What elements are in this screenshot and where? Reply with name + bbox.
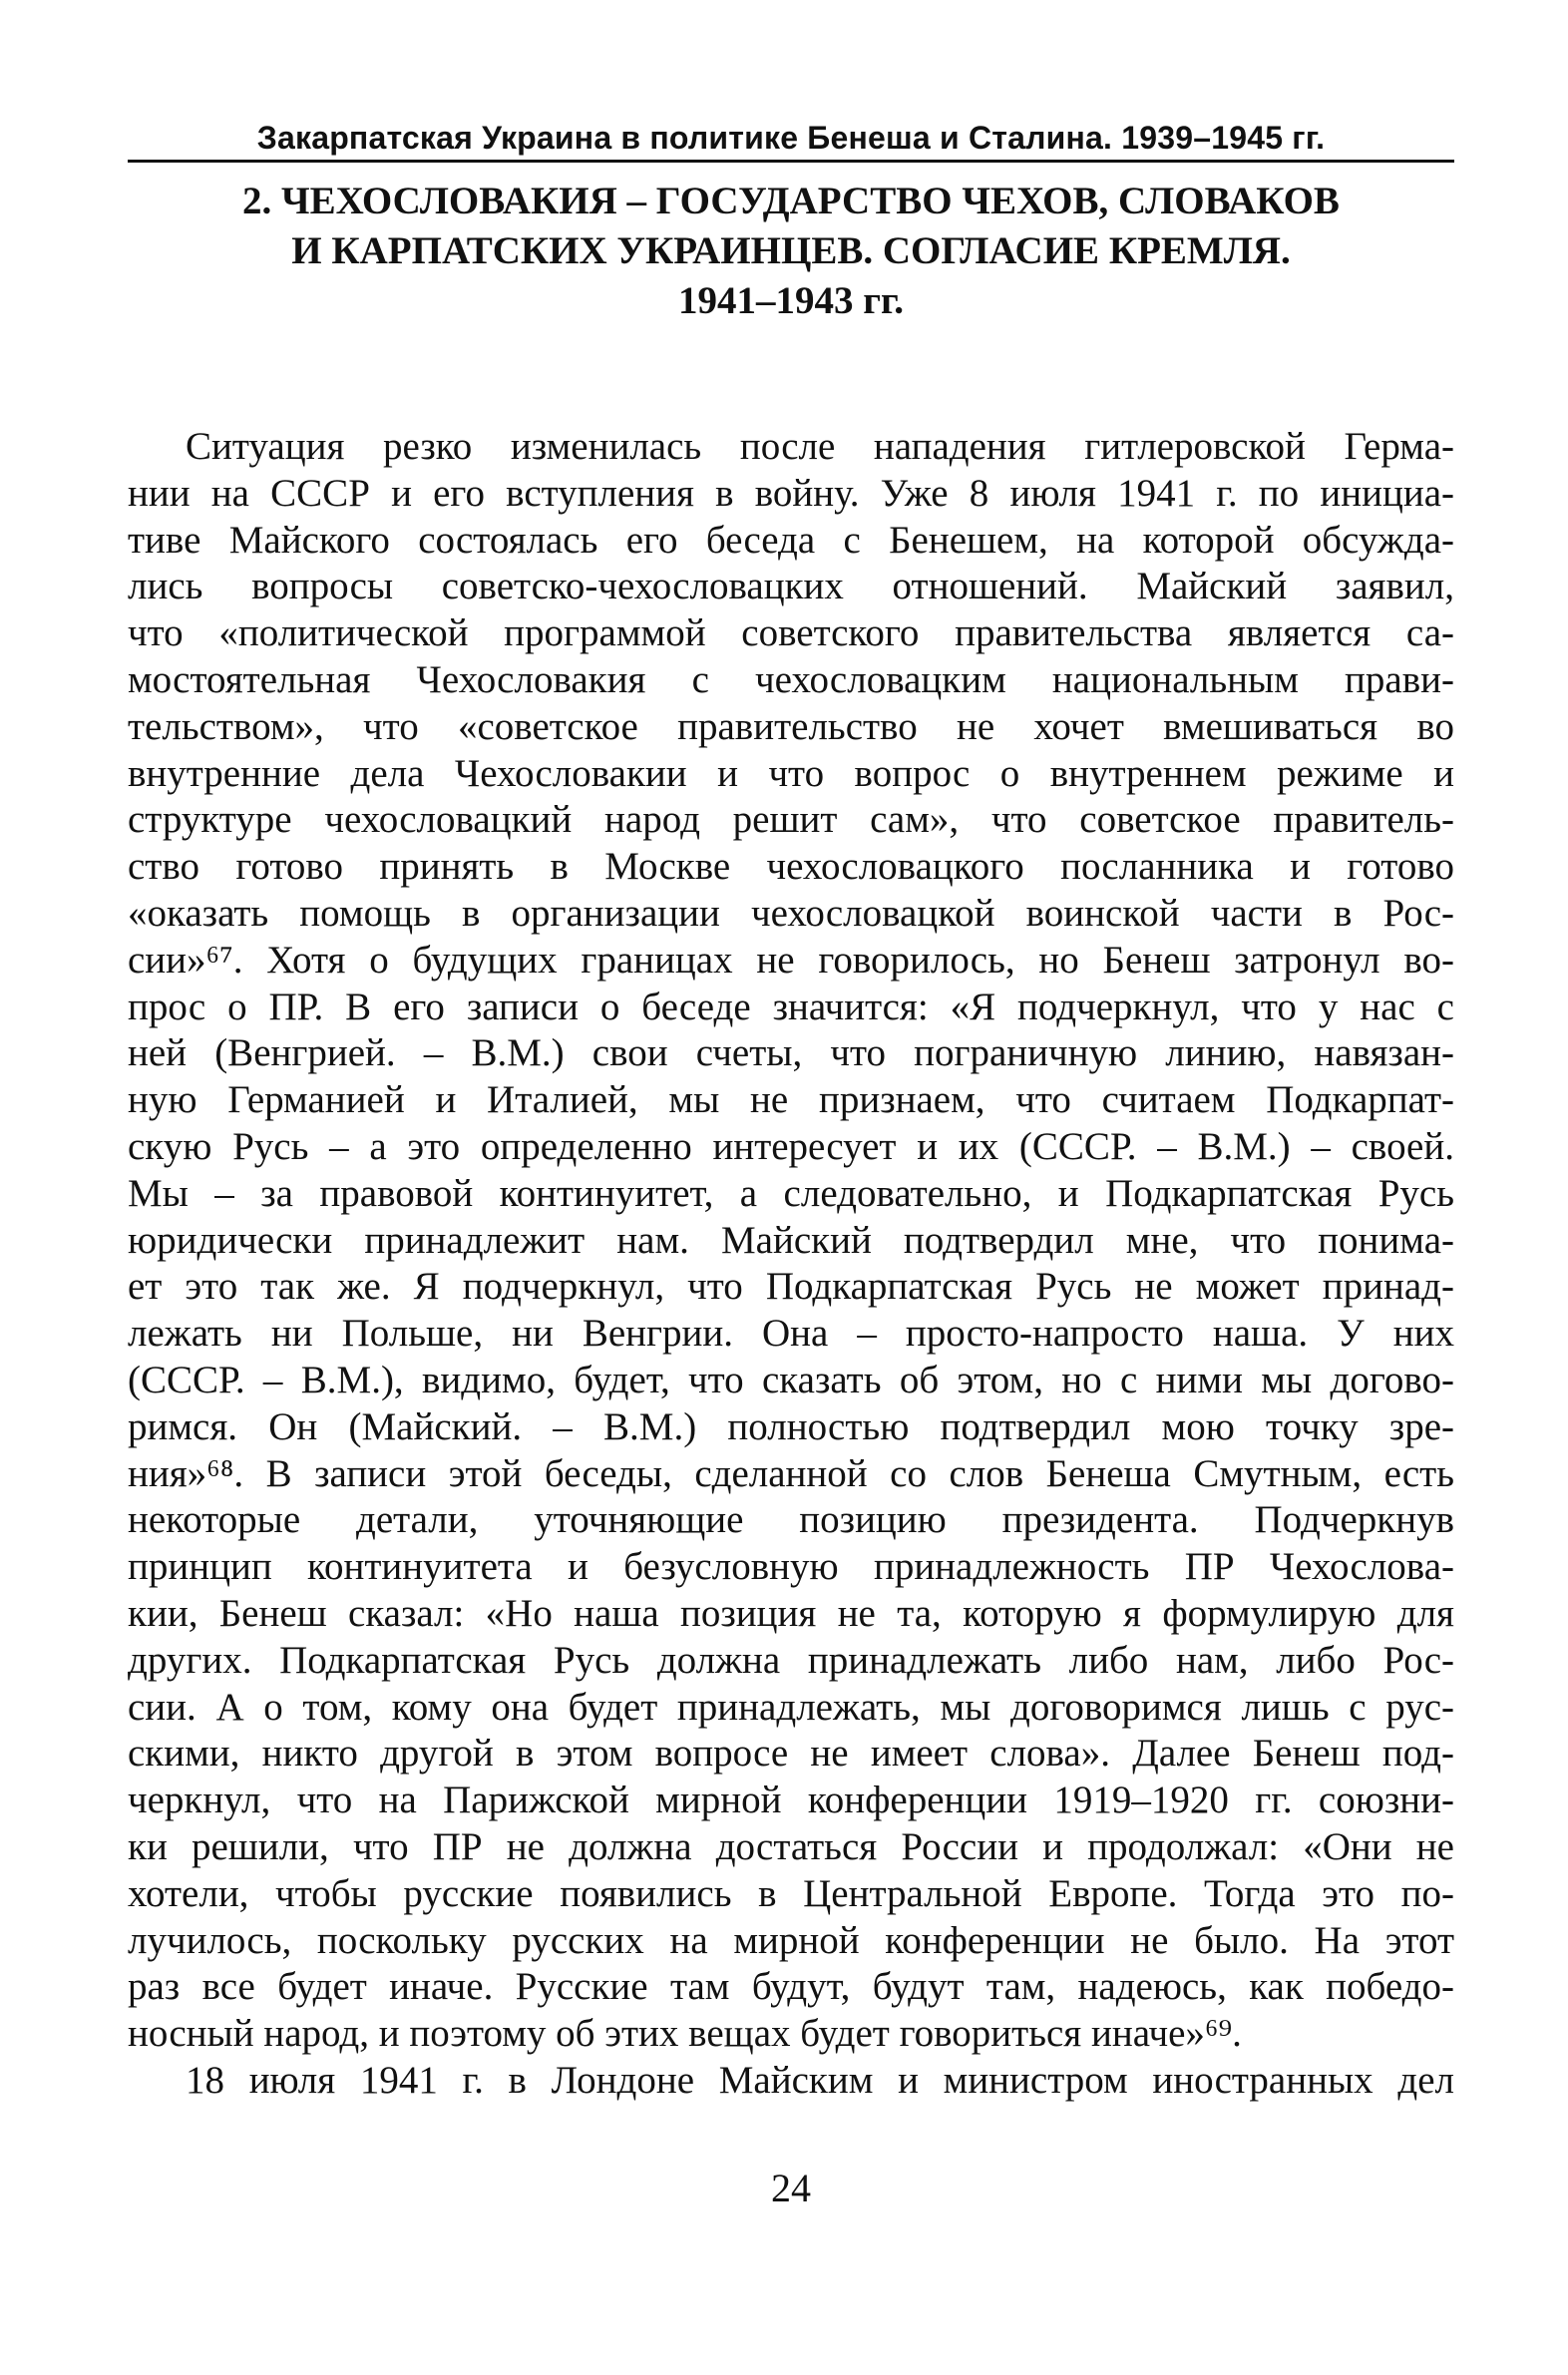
text-line: ней (Венгрией. – В.М.) свои счеты, что пограничную линию, навязан- xyxy=(128,1031,1454,1075)
text-line: раз все будет иначе. Русские там будут, будут там, надеюсь, как победо- xyxy=(128,1965,1454,2009)
text-line: черкнул, что на Парижской мирной конференции 1919–1920 гг. союзни- xyxy=(128,1779,1454,1822)
text-line: 18 июля 1941 г. в Лондоне Майским и министром иностранных дел xyxy=(186,2058,1454,2102)
text-line: сии»⁶⁷. Хотя о будущих границах не говорилось, но Бенеш затронул во- xyxy=(128,938,1454,982)
text-line: кии, Бенеш сказал: «Но наша позиция не та, которую я формулирую для xyxy=(128,1591,1454,1635)
text-line: лись вопросы советско-чехословацких отношений. Майский заявил, xyxy=(128,565,1454,608)
page-number: 24 xyxy=(771,2166,811,2210)
text-line: прос о ПР. В его записи о беседе значится: «Я подчеркнул, что у нас с xyxy=(128,985,1454,1028)
chapter-title-line: И КАРПАТСКИХ УКРАИНЦЕВ. СОГЛАСИЕ КРЕМЛЯ. xyxy=(291,229,1291,272)
text-line: некоторые детали, уточняющие позицию президента. Подчеркнув xyxy=(128,1498,1454,1542)
text-line: Ситуация резко изменилась после нападения гитлеровской Герма- xyxy=(186,425,1454,468)
chapter-title-line: 2. ЧЕХОСЛОВАКИЯ – ГОСУДАРСТВО ЧЕХОВ, СЛОВАКОВ xyxy=(242,180,1340,222)
text-line: хотели, чтобы русские появились в Центральной Европе. Тогда это по- xyxy=(128,1871,1454,1915)
chapter-title-line: 1941–1943 гг. xyxy=(677,279,905,322)
text-line: ния»⁶⁸. В записи этой беседы, сделанной со слов Бенеша Смутным, есть xyxy=(128,1451,1454,1495)
text-line: что «политической программой советского правительства является са- xyxy=(128,611,1454,655)
text-line: ет это так же. Я подчеркнул, что Подкарпатская Русь не может принад- xyxy=(128,1265,1454,1309)
text-line: «оказать помощь в организации чехословацкой воинской части в Рос- xyxy=(128,891,1454,935)
chapter-title xyxy=(128,177,1454,326)
text-line: лучилось, поскольку русских на мирной конференции не было. На этот xyxy=(128,1918,1454,1962)
text-line: ную Германией и Италией, мы не признаем, что считаем Подкарпат- xyxy=(128,1078,1454,1122)
body-text xyxy=(128,424,1454,2105)
text-line: лежать ни Польше, ни Венгрии. Она – просто-напросто наша. У них xyxy=(128,1312,1454,1356)
text-line: принцип континуитета и безусловную принадлежность ПР Чехослова- xyxy=(128,1545,1454,1589)
text-line: других. Подкарпатская Русь должна принадлежать либо нам, либо Рос- xyxy=(128,1638,1454,1682)
text-line: сии. А о том, кому она будет принадлежать, мы договоримся лишь с рус- xyxy=(128,1685,1454,1729)
text-line: внутренние дела Чехословакии и что вопрос о внутреннем режиме и xyxy=(128,751,1454,795)
text-line: тельством», что «советское правительство не хочет вмешиваться во xyxy=(128,704,1454,748)
text-line: мостоятельная Чехословакия с чехословацким национальным прави- xyxy=(128,657,1454,701)
text-line: римся. Он (Майский. – В.М.) полностью подтвердил мою точку зре- xyxy=(128,1404,1454,1448)
text-line: нии на СССР и его вступления в войну. Уже 8 июля 1941 г. по инициа- xyxy=(128,471,1454,515)
text-line: структуре чехословацкий народ решит сам», что советское правитель- xyxy=(128,798,1454,842)
text-line: (СССР. – В.М.), видимо, будет, что сказать об этом, но с ними мы догово- xyxy=(128,1358,1454,1401)
text-line: носный народ, и поэтому об этих вещах будет говориться иначе»⁶⁹. xyxy=(128,2012,1242,2056)
running-head: Закарпатская Украина в политике Бенеша и Сталина. 1939–1945 гг. xyxy=(256,120,1326,156)
text-line: тиве Майского состоялась его беседа с Бенешем, на которой обсужда- xyxy=(128,518,1454,562)
text-line: юридически принадлежит нам. Майский подтвердил мне, что понима- xyxy=(128,1218,1454,1262)
text-line: ство готово принять в Москве чехословацкого посланника и готово xyxy=(128,845,1454,889)
text-line: скими, никто другой в этом вопросе не имеет слова». Далее Бенеш под- xyxy=(128,1732,1454,1776)
text-line: скую Русь – а это определенно интересует и их (СССР. – В.М.) – своей. xyxy=(128,1124,1454,1168)
text-line: ки решили, что ПР не должна достаться России и продолжал: «Они не xyxy=(128,1824,1454,1868)
header-rule xyxy=(128,160,1454,163)
text-line: Мы – за правовой континуитет, а следовательно, и Подкарпатская Русь xyxy=(128,1171,1454,1215)
